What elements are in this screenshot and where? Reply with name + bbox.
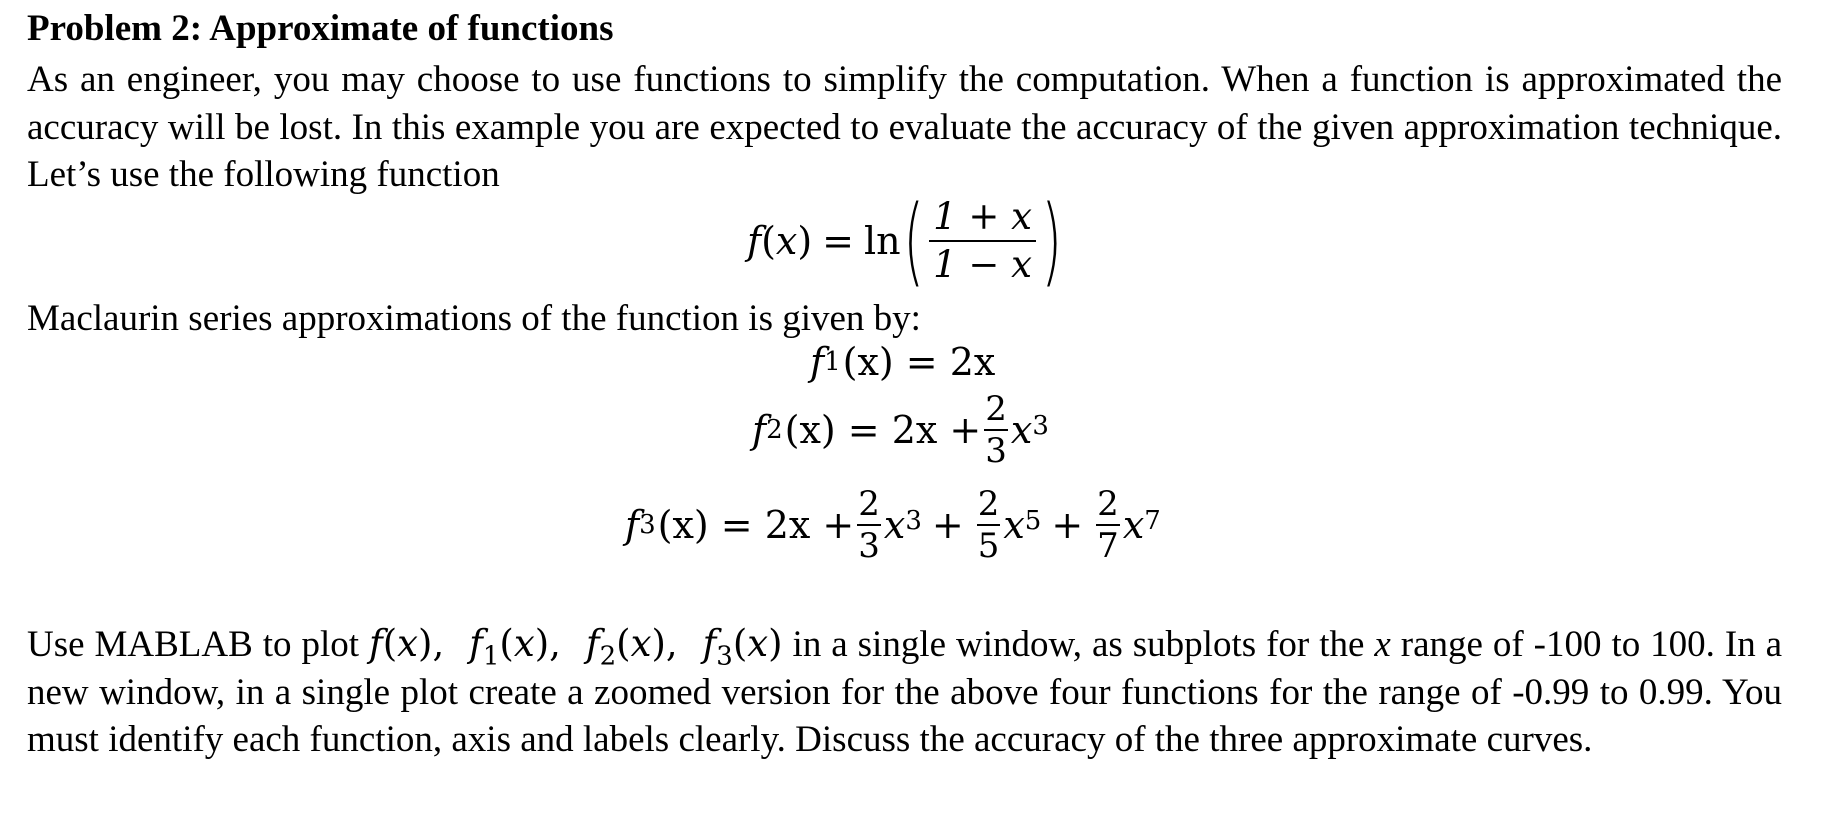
task-variable: x [1374, 624, 1391, 665]
left-paren: ( [903, 185, 924, 297]
inline-function-list: f(x), $f_1(x)$, $f_2(x)$, $f_3(x)$ [369, 622, 783, 672]
equation-f3: f 3 (x) = 2x + $\frac{2}{3}$ x $^3$ + $\frac{2}{5}$ x $^5$ + $\frac{2}{7}$ x $^7$ [625, 484, 1161, 566]
f-lhs: f [747, 219, 762, 263]
problem-title: Problem 2: Approximate of functions [27, 8, 614, 49]
f-lhs-rest: ( [761, 219, 776, 263]
f2-fraction: $\frac{2}{3}$ [985, 389, 1007, 471]
series-intro: Maclaurin series approximations of the function is given by: [27, 298, 921, 339]
f-numerator: 1 + x [933, 195, 1033, 238]
f3-fraction-2: $\frac{2}{5}$ [977, 484, 1000, 566]
ln-operator: ln [864, 219, 901, 263]
f-denominator: 1 − x [933, 243, 1033, 286]
f2-rhs: (x) = 2x + [784, 408, 982, 452]
equation-f: f ( x ) = ln ( $\frac{1 + x}{1 - x}$ ) [747, 185, 1063, 297]
f-fraction [929, 195, 1036, 287]
intro-paragraph: As an engineer, you may choose to use functions to simplify the computation. When a function is approximated the accuracy will be lost. In this example you are expected to evaluate the accuracy of the given approximation technique. Let’s use the following function [27, 59, 1782, 195]
f3-fraction-3: $\frac{2}{7}$ [1097, 484, 1119, 566]
f3-rhs: (x) = 2x + [657, 503, 855, 547]
right-paren: ) [1041, 185, 1063, 297]
f3-fraction-1: $\frac{2}{3}$ [858, 484, 880, 566]
equation-f1: f 1 (x) = 2x [810, 340, 996, 384]
f1-rhs: (x) = 2x [842, 340, 996, 384]
task-paragraph: Use MABLAB to plot f(x), $f_1(x)$, $f_2(x)$, $f_3(x)$ in a single window, as subplots for the x range of -100 to 100. In a new window, in a single plot create a zoomed version for the above four functions for the range of -0.99 to 0.99. You must identify each function, axis and labels clearly. Discuss the accuracy of the three approximate curves. [27, 622, 1783, 760]
equation-f2: f 2 (x) = 2x + $\frac{2}{3}$ x $^3$ [752, 389, 1049, 471]
